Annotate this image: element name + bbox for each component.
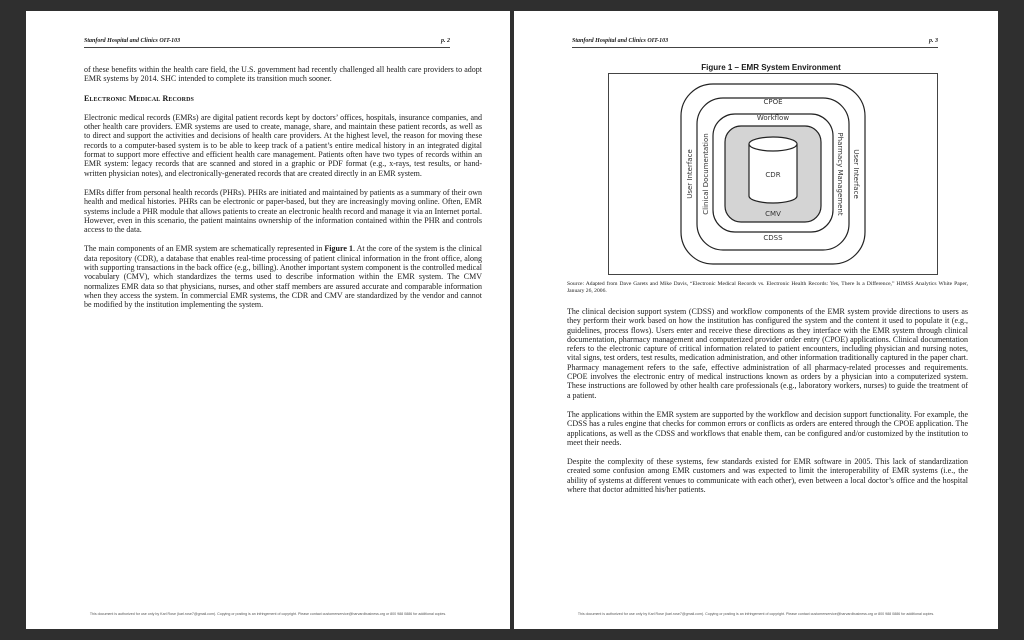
figure-title: Figure 1 – EMR System Environment [701, 63, 841, 72]
paragraph: The clinical decision support system (CDSS) and workflow components of the EMR system provide directions to users as they perform their work based on how the institution has configured the system and the content it used to populate it (e.g., guidelines, process flows). Users enter and receive these directions as they interface with the EMR system through clinical documentation, pharmacy management and computerized provider order entry (CPOE) applications. Clinical documentation refers to the electronic capture of critical information related to patient encounters, including physician and nursing notes, vital signs, test orders, test results, medication administration, and other information traditionally captured in the paper chart. Pharmacy management refers to the safe, effective administration of all pharmacy-related processes and requirements. CPOE involves the electronic entry of medical instructions known as orders by a physician into a computerized system. These instructions are followed by other health care professionals (e.g., laboratory workers, nurses) to guide the treatment of a patient. [567, 307, 968, 400]
label-user-interface-left: User Interface [686, 149, 694, 199]
paragraph: The applications within the EMR system are supported by the workflow and decision support functionality. For example, the CDSS has a rules engine that checks for common errors or conflicts as orders are entered through the CPOE application. The applications, as well as the CDSS and workflows that enable them, can be configured and/or customized by the institution to meet their needs. [567, 409, 968, 447]
paragraph: EMRs differ from personal health records (PHRs). PHRs are initiated and maintained by patients as a summary of their own health and medical histories. PHRs can be electronic or paper-based, but they are increasingly moving online. Often, EMR systems include a PHR module that allows patients to create an electronic health record and manage it via an Internet portal. However, even in this scenario, the patient maintains ownership of the information contained within the PHR and controls access to the data. [84, 187, 482, 235]
label-cdr: CDR [765, 171, 781, 179]
document-page-2 [26, 11, 510, 629]
figure-source: Source: Adapted from Dave Garets and Mike Davis, “Electronic Medical Records vs. Electronic Health Records: Yes, There Is a Difference,” HIMSS Analytics White Paper, January 26, 2006. [567, 281, 968, 294]
page-number: p. 3 [929, 38, 938, 44]
label-clinical-documentation: Clinical Documentation [702, 133, 710, 215]
cdr-cylinder-top [749, 137, 797, 151]
label-cdss: CDSS [763, 234, 783, 242]
document-page-3 [514, 11, 998, 629]
label-cmv: CMV [765, 210, 781, 218]
text-span: . At the core of the system is the clinical data repository (CDR), a database that enables real-time processing of patient clinical information in the front office, along with supporting transactions in the back office (e.g., billing). Another important system component is the controlled medical vocabulary (CMV), which standardizes the terms used to describe information within the EMR system. The CMV normalizes EMR data so that physicians, nurses, and other staff members are assured accurate and comparable information when they access the system. In commercial EMR systems, the CDR and CMV are standardized by the vendor and cannot be modified by the institution implementing the system. [84, 244, 483, 310]
header-title: Stanford Hospital and Clinics OIT-103 [84, 38, 181, 44]
copyright-footer: This document is authorized for use only by Karl Rose (karl.rose7@gmail.com). Copying or posting is an infringement of copyright. Please contact customerservice@harvardbusiness.org or 800 988 0886 for additional copies. [89, 612, 447, 616]
text-span: The main components of an EMR system are schematically represented in [84, 244, 325, 254]
paragraph: Electronic medical records (EMRs) are digital patient records kept by doctors’ offices, hospitals, insurance companies, and other health care providers. EMR systems are used to create, manage, share, and maintain these patient records, as well as to direct and support the activities and decisions of health care providers. At the highest level, the reason for moving these records to a computer-based system is to be able to keep track of a patient’s entire medical history in an integrated digital format to support more effective and efficient health care management. Patients often have two types of records within an EMR system: legacy records that are scanned and stored in a graphic or PDF format (e.g., x-rays, test results, or hand-written physician notes), and electronically-generated records that are created directly in an EMR system. [84, 112, 482, 178]
body-text [84, 65, 482, 320]
label-user-interface-right: User Interface [852, 149, 860, 199]
emr-system-figure [608, 73, 938, 275]
paragraph: Despite the complexity of these systems, few standards existed for EMR software in 2005. This lack of standardization created some confusion among EMR customers and was expected to limit the interoperability of EMR systems (i.e., the ability of systems at different venues to communicate with each other), even between a local doctor’s office and the hospital where that doctor admitted his/her patients. [567, 457, 968, 495]
figure-reference: Figure 1 [324, 244, 354, 254]
label-pharmacy-management: Pharmacy Management [836, 132, 844, 216]
paragraph [84, 244, 482, 309]
paragraph: of these benefits within the health care field, the U.S. government had recently challenged all health care providers to adopt EMR systems by 2014. SHC intended to complete its transition much sooner. [84, 65, 482, 84]
body-text [567, 307, 968, 504]
label-cpoe: CPOE [763, 98, 783, 106]
page-number: p. 2 [441, 38, 450, 44]
header-title: Stanford Hospital and Clinics OIT-103 [572, 38, 669, 44]
emr-diagram [609, 74, 937, 274]
section-heading: Electronic Medical Records [84, 93, 194, 103]
page-header [84, 35, 450, 48]
copyright-footer: This document is authorized for use only by Karl Rose (karl.rose7@gmail.com). Copying or posting is an infringement of copyright. Please contact customerservice@harvardbusiness.org or 800 988 0886 for additional copies. [577, 612, 935, 616]
page-header [572, 35, 938, 48]
label-workflow: Workflow [756, 114, 790, 122]
